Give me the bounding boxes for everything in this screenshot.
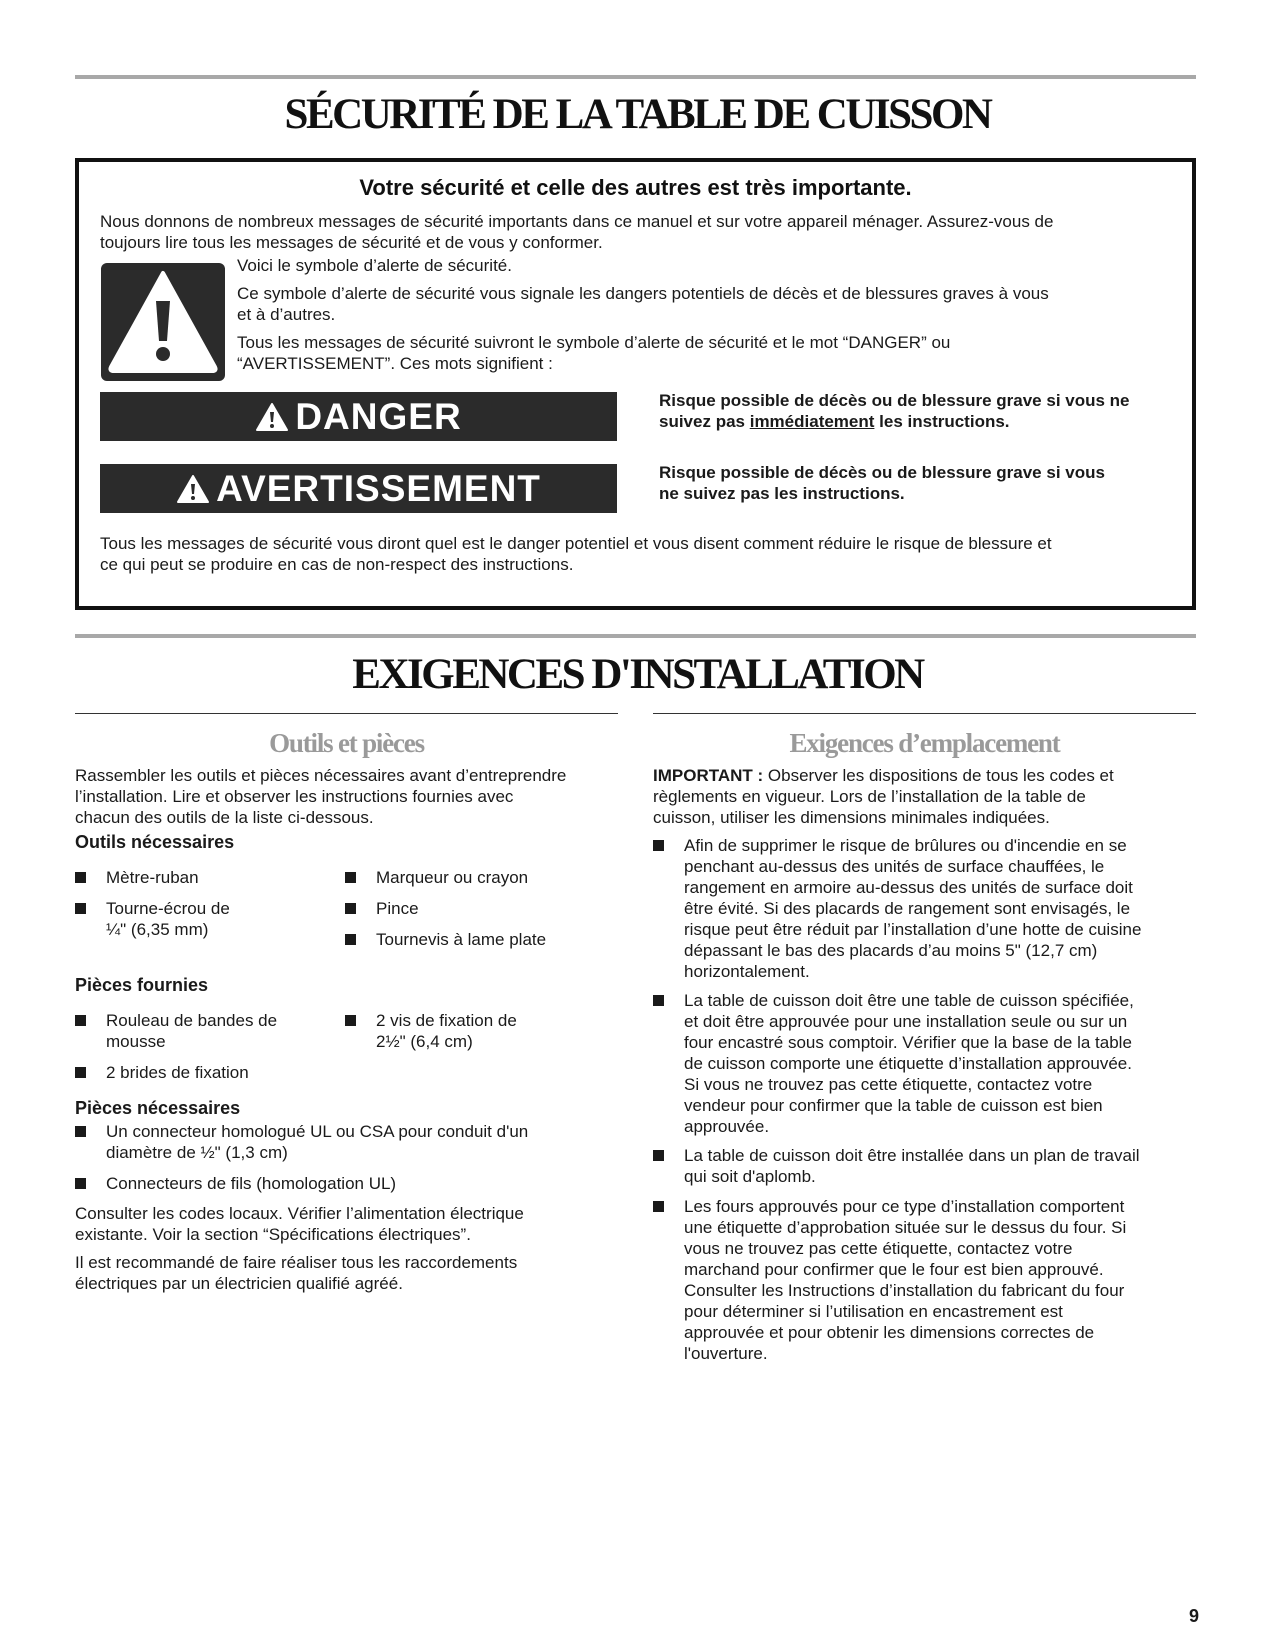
- warning-desc-line2: ne suivez pas les instructions.: [659, 484, 905, 503]
- location-bullet-line: Les fours approuvés pour ce type d’installation comportent: [684, 1197, 1125, 1216]
- needed-heading: Pièces nécessaires: [75, 1098, 241, 1118]
- needed-label: Un connecteur homologué UL ou CSA pour conduit d'un: [106, 1122, 529, 1141]
- safety-title: SÉCURITÉ DE LA TABLE DE CUISSON: [284, 91, 991, 138]
- part-label: Rouleau de bandes de: [106, 1011, 278, 1030]
- location-bullet-line: rangement en armoire au-dessus des unités de surface doit: [684, 878, 1133, 897]
- tool-label: Pince: [376, 899, 419, 918]
- location-bullet-line: approuvée et pour obtenir les dimensions correctes de: [684, 1323, 1095, 1342]
- danger-desc-line2: [659, 411, 1179, 432]
- bullet-square: [653, 840, 664, 851]
- warning-label: AVERTISSEMENT: [216, 467, 541, 509]
- electrician-line: électriques par un électricien qualifié agréé.: [75, 1274, 403, 1293]
- bullet-square: [75, 1178, 86, 1189]
- location-bullet-line: une étiquette d’approbation située sur le dessus du four. Si: [684, 1218, 1127, 1237]
- safety-box: [75, 158, 1196, 610]
- location-bullet-line: risque peut être réduit par l’installation d’une hotte de cuisine: [684, 920, 1142, 939]
- location-bullet-line: qui soit d'aplomb.: [684, 1167, 816, 1186]
- tool-label: Tournevis à lame plate: [376, 930, 547, 949]
- tools-heading: Outils nécessaires: [75, 832, 235, 852]
- part-label: 2 brides de fixation: [106, 1063, 249, 1082]
- codes-line: existante. Voir la section “Spécifications électriques”.: [75, 1225, 471, 1244]
- symbol-desc-line1: Ce symbole d’alerte de sécurité vous signale les dangers potentiels de décès et de blessures graves à vous: [237, 284, 1049, 303]
- warning-desc-line1: Risque possible de décès ou de blessure grave si vous: [659, 463, 1105, 482]
- tools-parts-title: Outils et pièces: [269, 728, 424, 758]
- parts-heading: Pièces fournies: [75, 975, 209, 995]
- safety-box-heading: Votre sécurité et celle des autres est très importante.: [359, 175, 912, 200]
- bullet-square: [653, 1150, 664, 1161]
- left-intro-line: chacun des outils de la liste ci-dessous.: [75, 808, 374, 827]
- bullet-square: [653, 995, 664, 1006]
- right-intro-line: règlements en vigueur. Lors de l’installation de la table de: [653, 787, 1086, 806]
- symbol-text: Voici le symbole d’alerte de sécurité.: [237, 256, 512, 275]
- bullet-square: [75, 1067, 86, 1078]
- location-bullet-line: horizontalement.: [684, 962, 810, 981]
- bullet-square: [75, 872, 86, 883]
- tool-label: Marqueur ou crayon: [376, 868, 529, 887]
- location-bullet-line: de cuisson comporte une étiquette d’installation approuvée.: [684, 1054, 1132, 1073]
- location-bullet-line: approuvée.: [684, 1117, 770, 1136]
- danger-desc-underlined: immédiatement: [749, 412, 875, 431]
- important-label: IMPORTANT :: [653, 766, 764, 785]
- location-bullet-line: La table de cuisson doit être installée dans un plan de travail: [684, 1146, 1140, 1165]
- bullet-square: [75, 1015, 86, 1026]
- right-intro-text: Observer les dispositions de tous les codes et: [763, 766, 1114, 785]
- danger-banner: [100, 392, 617, 441]
- right-intro-line: cuisson, utiliser les dimensions minimales indiquées.: [653, 808, 1050, 827]
- left-intro-line: Rassembler les outils et pièces nécessaires avant d’entreprendre: [75, 766, 567, 785]
- tool-label: ¼" (6,35 mm): [106, 920, 209, 939]
- signal-words-line2: “AVERTISSEMENT”. Ces mots signifient :: [237, 354, 553, 373]
- bullet-square: [345, 1015, 356, 1026]
- danger-desc-line1: Risque possible de décès ou de blessure grave si vous ne: [659, 391, 1130, 410]
- safety-footer-line1: Tous les messages de sécurité vous diront quel est le danger potentiel et vous disent comment réduire le risque de blessure et: [100, 534, 1052, 553]
- part-label: 2 vis de fixation de: [376, 1011, 517, 1030]
- location-bullet-line: marchand pour confirmer que le four est bien approuvé.: [684, 1260, 1104, 1279]
- part-label: 2½" (6,4 cm): [376, 1032, 473, 1051]
- left-col-rule: [75, 713, 618, 714]
- bullet-square: [345, 903, 356, 914]
- safety-intro-line1: Nous donnons de nombreux messages de sécurité importants dans ce manuel et sur votre appareil ménager. Assurez-vous de: [100, 212, 1054, 231]
- page-number: 9: [1188, 1606, 1199, 1626]
- warning-alert-icon: [176, 474, 210, 504]
- left-intro-line: l’installation. Lire et observer les instructions fournies avec: [75, 787, 514, 806]
- right-col-rule: [653, 713, 1196, 714]
- safety-intro-line2: toujours lire tous les messages de sécurité et de vous y conformer.: [100, 233, 603, 252]
- location-bullet-line: four encastré sous comptoir. Vérifier que la base de la table: [684, 1033, 1132, 1052]
- bullet-square: [345, 934, 356, 945]
- part-label: mousse: [106, 1032, 166, 1051]
- bullet-square: [75, 903, 86, 914]
- symbol-desc-line2: et à d’autres.: [237, 305, 336, 324]
- bullet-square: [75, 1126, 86, 1137]
- location-bullet-line: vous ne trouvez pas cette étiquette, contactez votre: [684, 1239, 1073, 1258]
- location-bullet-line: être évité. Si des placards de rangement sont envisagés, le: [684, 899, 1131, 918]
- location-bullet-line: pour déterminer si l’utilisation en encastrement est: [684, 1302, 1063, 1321]
- location-bullet-line: Consulter les Instructions d’installation du fabricant du four: [684, 1281, 1125, 1300]
- danger-desc-post: les instructions.: [874, 412, 1010, 431]
- electrician-line: Il est recommandé de faire réaliser tous les raccordements: [75, 1253, 518, 1272]
- warning-banner: [100, 464, 617, 513]
- install-title: EXIGENCES D'INSTALLATION: [352, 651, 923, 698]
- needed-label: diamètre de ½" (1,3 cm): [106, 1143, 288, 1162]
- location-bullet-line: Afin de supprimer le risque de brûlures ou d'incendie en se: [684, 836, 1127, 855]
- location-bullet-line: La table de cuisson doit être une table de cuisson spécifiée,: [684, 991, 1134, 1010]
- location-bullet-line: Si vous ne trouvez pas cette étiquette, contactez votre: [684, 1075, 1093, 1094]
- codes-line: Consulter les codes locaux. Vérifier l’alimentation électrique: [75, 1204, 524, 1223]
- tool-label: Tourne-écrou de: [106, 899, 230, 918]
- location-bullet-line: penchant au-dessus des unités de surface chauffées, le: [684, 857, 1105, 876]
- safety-footer-line2: ce qui peut se produire en cas de non-respect des instructions.: [100, 555, 574, 574]
- top-rule: [75, 75, 1196, 79]
- location-bullet-line: vendeur pour confirmer que la table de cuisson est bien: [684, 1096, 1103, 1115]
- bullet-square: [345, 872, 356, 883]
- danger-desc-pre: suivez pas: [659, 412, 750, 431]
- install-rule: [75, 634, 1196, 638]
- signal-words-line1: Tous les messages de sécurité suivront le symbole d’alerte de sécurité et le mot “DANGER” ou: [237, 333, 951, 352]
- tool-label: Mètre-ruban: [106, 868, 199, 887]
- right-intro-line: [653, 765, 1114, 786]
- needed-label: Connecteurs de fils (homologation UL): [106, 1174, 397, 1193]
- location-title: Exigences d’emplacement: [789, 728, 1060, 758]
- safety-alert-icon: [101, 263, 225, 381]
- danger-alert-icon: [255, 402, 289, 432]
- location-bullet-line: l'ouverture.: [684, 1344, 768, 1363]
- location-bullet-line: et doit être approuvée pour une installation seule ou sur un: [684, 1012, 1128, 1031]
- bullet-square: [653, 1201, 664, 1212]
- danger-label: DANGER: [295, 395, 462, 437]
- location-bullet-line: dépassant le bas des placards d’au moins 5" (12,7 cm): [684, 941, 1098, 960]
